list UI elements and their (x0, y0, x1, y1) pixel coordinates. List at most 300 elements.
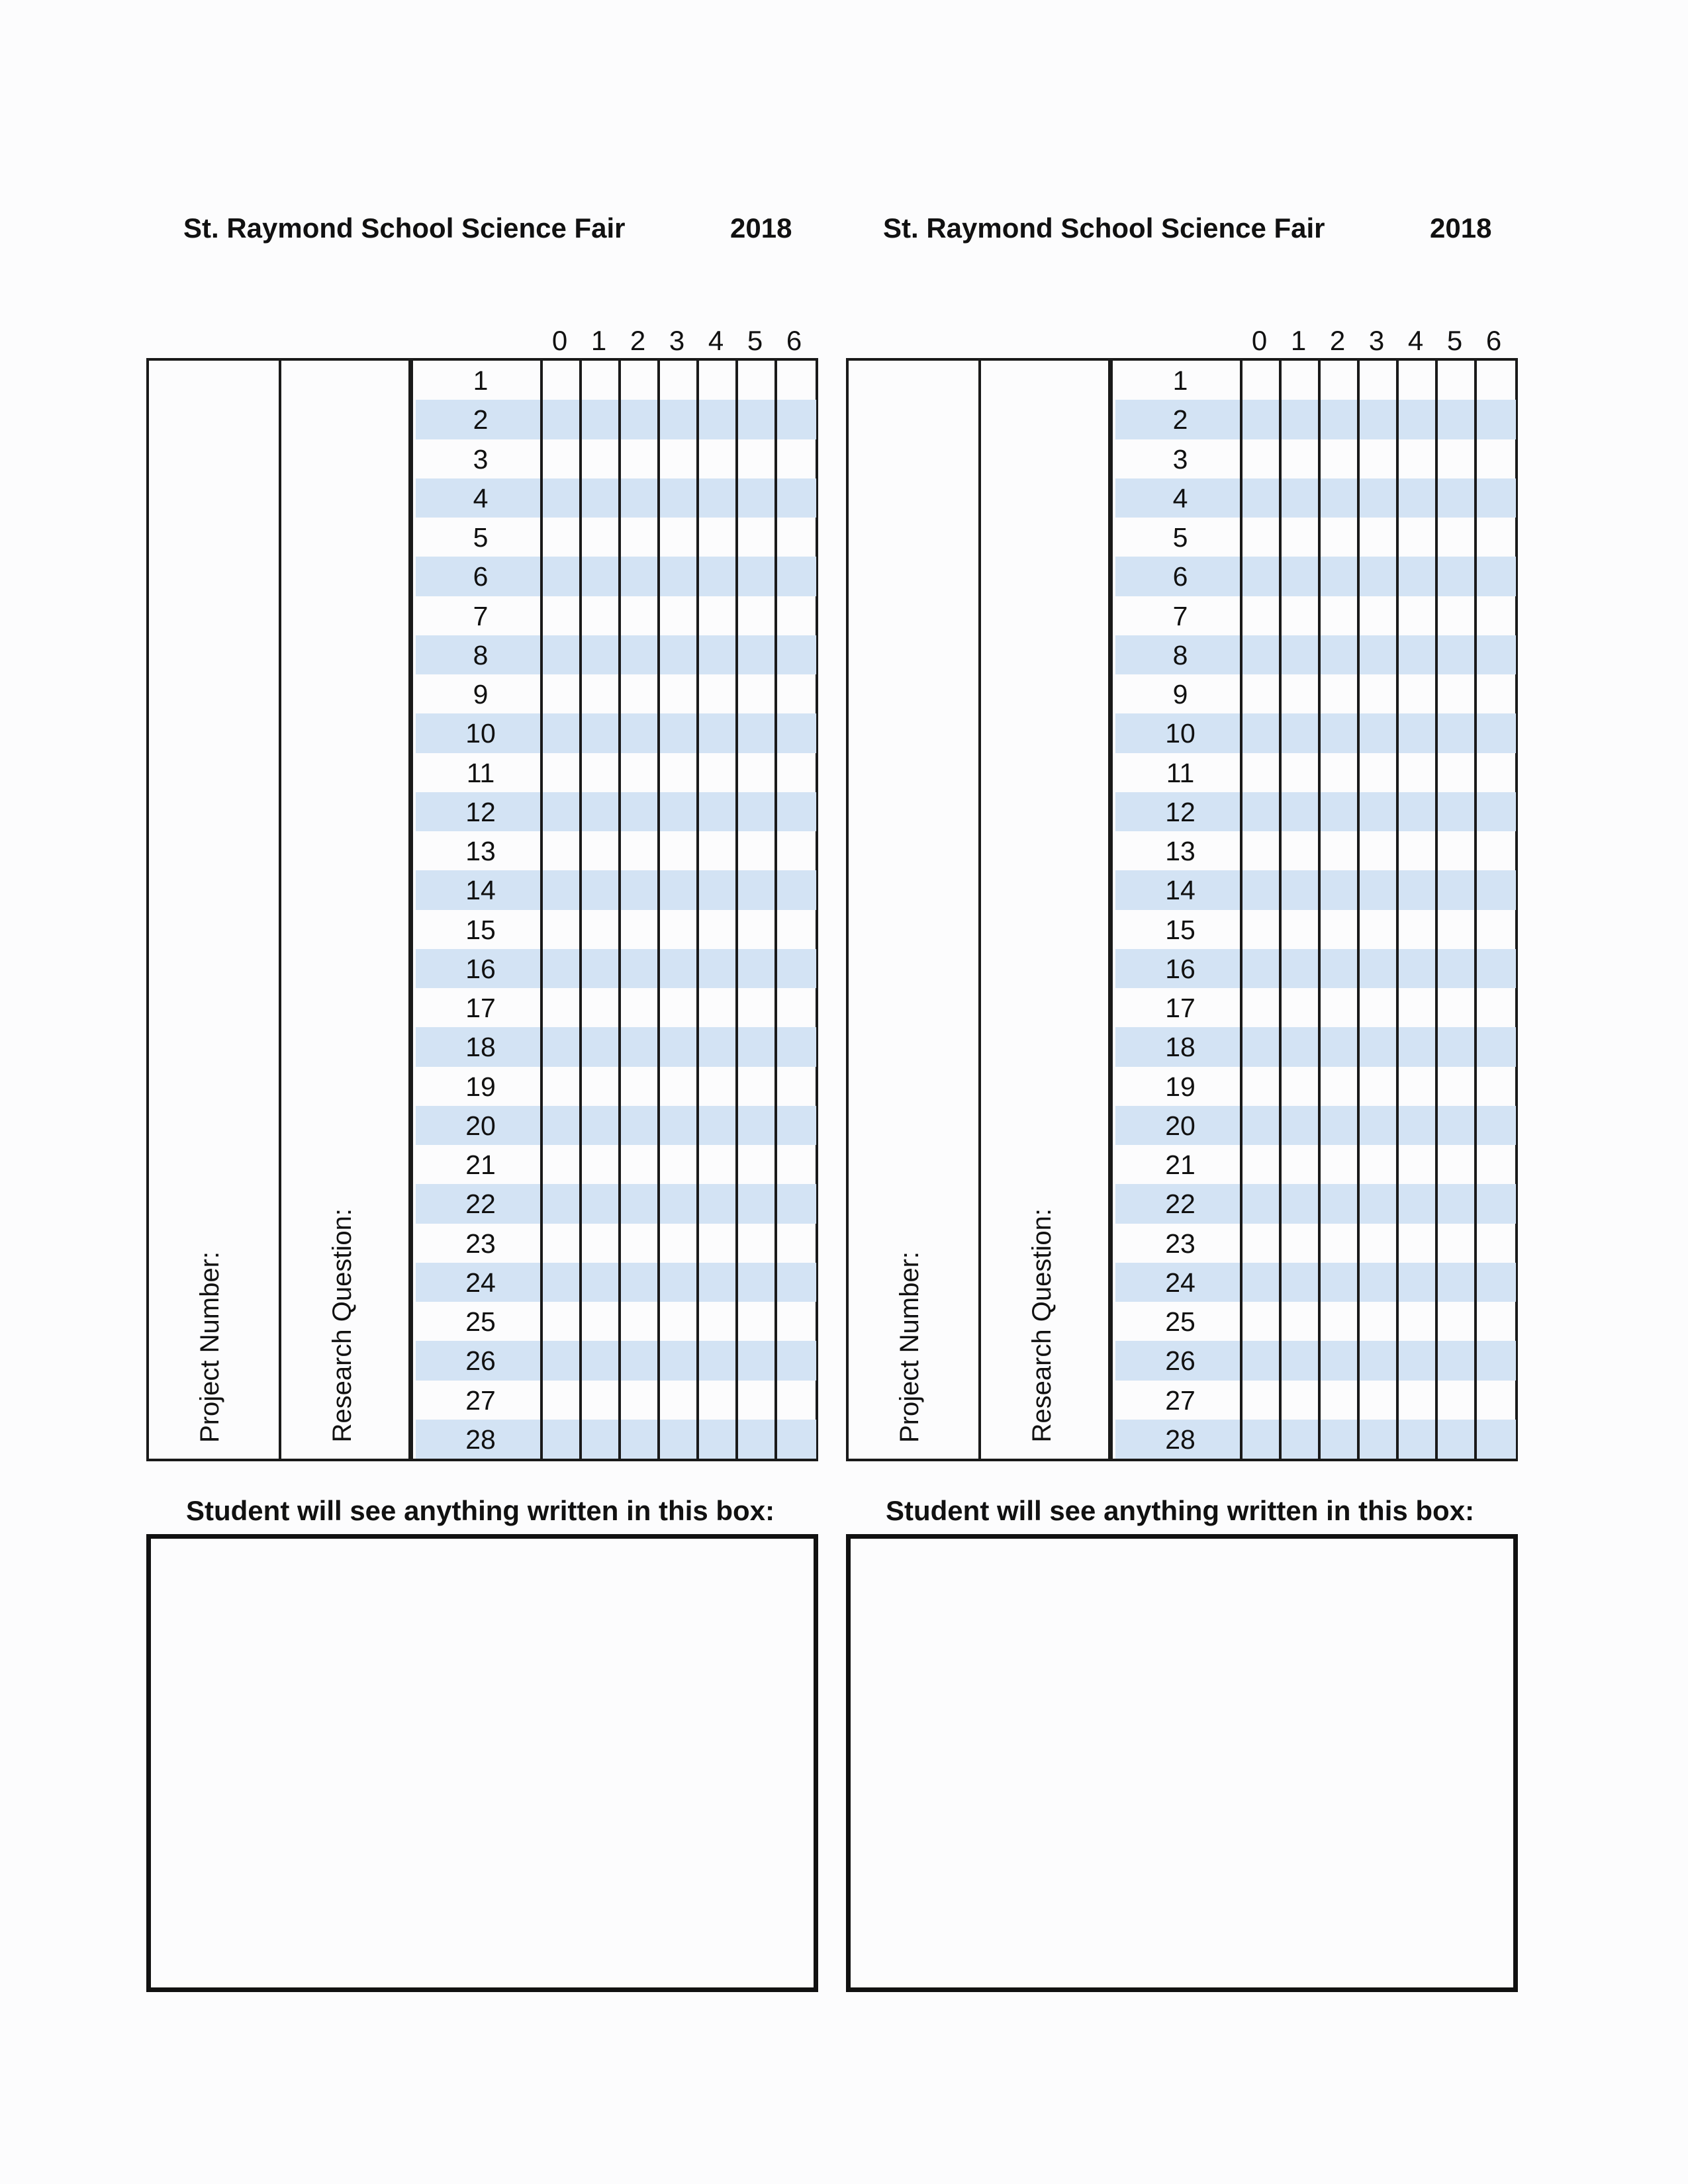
score-cell[interactable] (738, 831, 777, 870)
score-cell[interactable] (543, 1027, 582, 1066)
score-cell[interactable] (621, 910, 660, 949)
score-cell[interactable] (1438, 478, 1477, 518)
score-cell[interactable] (1360, 1420, 1399, 1459)
score-cell[interactable] (621, 1302, 660, 1341)
score-cell[interactable] (1360, 988, 1399, 1027)
score-cell[interactable] (1282, 792, 1321, 831)
score-cell[interactable] (1321, 949, 1360, 988)
score-cell[interactable] (1477, 792, 1516, 831)
score-cell[interactable] (582, 949, 621, 988)
score-cell[interactable] (1360, 792, 1399, 831)
score-cell[interactable] (1399, 635, 1438, 674)
score-cell[interactable] (1321, 1145, 1360, 1184)
score-cell[interactable] (1360, 910, 1399, 949)
score-cell[interactable] (1399, 557, 1438, 596)
score-cell[interactable] (699, 635, 738, 674)
score-cell[interactable] (1399, 1106, 1438, 1145)
score-cell[interactable] (1282, 635, 1321, 674)
score-cell[interactable] (1321, 518, 1360, 557)
score-cell[interactable] (1360, 1263, 1399, 1302)
score-cell[interactable] (582, 361, 621, 400)
score-cell[interactable] (1399, 1184, 1438, 1223)
score-cell[interactable] (1360, 518, 1399, 557)
score-cell[interactable] (738, 910, 777, 949)
score-cell[interactable] (660, 1420, 699, 1459)
score-cell[interactable] (543, 1145, 582, 1184)
score-cell[interactable] (1438, 1341, 1477, 1380)
score-cell[interactable] (738, 635, 777, 674)
score-cell[interactable] (1243, 1302, 1282, 1341)
score-cell[interactable] (543, 792, 582, 831)
score-cell[interactable] (1399, 1263, 1438, 1302)
score-cell[interactable] (1399, 870, 1438, 909)
score-cell[interactable] (1282, 1145, 1321, 1184)
score-cell[interactable] (660, 1341, 699, 1380)
score-cell[interactable] (621, 1224, 660, 1263)
score-cell[interactable] (543, 1302, 582, 1341)
score-cell[interactable] (738, 1341, 777, 1380)
score-cell[interactable] (1438, 1302, 1477, 1341)
score-cell[interactable] (621, 1145, 660, 1184)
score-cell[interactable] (738, 518, 777, 557)
score-cell[interactable] (621, 596, 660, 635)
score-cell[interactable] (1477, 596, 1516, 635)
score-cell[interactable] (582, 792, 621, 831)
score-cell[interactable] (777, 439, 816, 478)
score-cell[interactable] (1321, 1302, 1360, 1341)
score-cell[interactable] (1243, 361, 1282, 400)
score-cell[interactable] (1282, 870, 1321, 909)
score-cell[interactable] (1321, 1263, 1360, 1302)
score-cell[interactable] (1243, 1106, 1282, 1145)
score-cell[interactable] (621, 400, 660, 439)
score-cell[interactable] (699, 1302, 738, 1341)
score-cell[interactable] (660, 635, 699, 674)
score-cell[interactable] (660, 518, 699, 557)
score-cell[interactable] (660, 988, 699, 1027)
score-cell[interactable] (1477, 1184, 1516, 1223)
score-cell[interactable] (1243, 1381, 1282, 1420)
score-cell[interactable] (1243, 1420, 1282, 1459)
score-cell[interactable] (1477, 518, 1516, 557)
score-cell[interactable] (1399, 792, 1438, 831)
score-cell[interactable] (660, 557, 699, 596)
score-cell[interactable] (1438, 635, 1477, 674)
score-cell[interactable] (1477, 870, 1516, 909)
score-cell[interactable] (1243, 713, 1282, 752)
score-cell[interactable] (1438, 713, 1477, 752)
score-cell[interactable] (1477, 361, 1516, 400)
score-cell[interactable] (621, 1263, 660, 1302)
score-cell[interactable] (777, 792, 816, 831)
score-cell[interactable] (738, 1145, 777, 1184)
score-cell[interactable] (1321, 1027, 1360, 1066)
score-cell[interactable] (1321, 1381, 1360, 1420)
score-cell[interactable] (1438, 674, 1477, 713)
score-cell[interactable] (777, 910, 816, 949)
score-cell[interactable] (1399, 674, 1438, 713)
score-cell[interactable] (1282, 753, 1321, 792)
score-cell[interactable] (699, 792, 738, 831)
score-cell[interactable] (543, 870, 582, 909)
score-cell[interactable] (1321, 478, 1360, 518)
score-cell[interactable] (1321, 674, 1360, 713)
score-cell[interactable] (777, 753, 816, 792)
score-cell[interactable] (1438, 518, 1477, 557)
score-cell[interactable] (738, 1381, 777, 1420)
score-cell[interactable] (543, 949, 582, 988)
score-cell[interactable] (582, 988, 621, 1027)
score-cell[interactable] (1321, 831, 1360, 870)
score-cell[interactable] (543, 635, 582, 674)
score-cell[interactable] (699, 713, 738, 752)
score-cell[interactable] (1321, 753, 1360, 792)
score-cell[interactable] (543, 1106, 582, 1145)
score-cell[interactable] (1243, 910, 1282, 949)
score-cell[interactable] (1321, 1224, 1360, 1263)
score-cell[interactable] (660, 1263, 699, 1302)
score-cell[interactable] (1360, 713, 1399, 752)
score-cell[interactable] (582, 1263, 621, 1302)
score-cell[interactable] (699, 674, 738, 713)
score-cell[interactable] (777, 1145, 816, 1184)
score-cell[interactable] (1438, 557, 1477, 596)
score-cell[interactable] (621, 1381, 660, 1420)
score-cell[interactable] (621, 1027, 660, 1066)
score-cell[interactable] (543, 1184, 582, 1223)
score-cell[interactable] (738, 557, 777, 596)
score-cell[interactable] (1438, 988, 1477, 1027)
score-cell[interactable] (543, 910, 582, 949)
score-cell[interactable] (582, 1420, 621, 1459)
score-cell[interactable] (1477, 988, 1516, 1027)
score-cell[interactable] (1360, 1027, 1399, 1066)
score-cell[interactable] (582, 1027, 621, 1066)
score-cell[interactable] (1438, 1067, 1477, 1106)
score-cell[interactable] (543, 1341, 582, 1380)
score-cell[interactable] (1321, 439, 1360, 478)
score-cell[interactable] (1360, 635, 1399, 674)
score-cell[interactable] (582, 400, 621, 439)
score-cell[interactable] (1360, 1067, 1399, 1106)
score-cell[interactable] (777, 674, 816, 713)
score-cell[interactable] (543, 674, 582, 713)
score-cell[interactable] (1243, 635, 1282, 674)
score-cell[interactable] (1282, 1106, 1321, 1145)
score-cell[interactable] (1438, 361, 1477, 400)
score-cell[interactable] (777, 400, 816, 439)
score-cell[interactable] (1438, 596, 1477, 635)
score-cell[interactable] (543, 596, 582, 635)
score-cell[interactable] (699, 988, 738, 1027)
score-cell[interactable] (1360, 1381, 1399, 1420)
score-cell[interactable] (1477, 1106, 1516, 1145)
score-cell[interactable] (1243, 831, 1282, 870)
score-cell[interactable] (621, 870, 660, 909)
score-cell[interactable] (582, 753, 621, 792)
score-cell[interactable] (1399, 1381, 1438, 1420)
score-cell[interactable] (1477, 439, 1516, 478)
score-cell[interactable] (699, 400, 738, 439)
score-cell[interactable] (738, 1184, 777, 1223)
score-cell[interactable] (543, 439, 582, 478)
score-cell[interactable] (1360, 557, 1399, 596)
score-cell[interactable] (699, 1184, 738, 1223)
score-cell[interactable] (1438, 1106, 1477, 1145)
score-cell[interactable] (699, 949, 738, 988)
score-cell[interactable] (777, 870, 816, 909)
score-cell[interactable] (660, 910, 699, 949)
score-cell[interactable] (582, 596, 621, 635)
score-cell[interactable] (1477, 713, 1516, 752)
score-cell[interactable] (1360, 1224, 1399, 1263)
score-cell[interactable] (582, 674, 621, 713)
score-cell[interactable] (1243, 988, 1282, 1027)
score-cell[interactable] (1477, 478, 1516, 518)
score-cell[interactable] (699, 831, 738, 870)
score-cell[interactable] (1243, 1145, 1282, 1184)
score-cell[interactable] (699, 1145, 738, 1184)
score-cell[interactable] (777, 1302, 816, 1341)
score-cell[interactable] (621, 1106, 660, 1145)
score-cell[interactable] (621, 792, 660, 831)
score-cell[interactable] (660, 674, 699, 713)
score-cell[interactable] (738, 1027, 777, 1066)
score-cell[interactable] (777, 478, 816, 518)
score-cell[interactable] (621, 1067, 660, 1106)
score-cell[interactable] (699, 870, 738, 909)
score-cell[interactable] (543, 988, 582, 1027)
score-cell[interactable] (777, 596, 816, 635)
score-cell[interactable] (777, 1184, 816, 1223)
score-cell[interactable] (582, 1067, 621, 1106)
score-cell[interactable] (777, 713, 816, 752)
score-cell[interactable] (1438, 792, 1477, 831)
score-cell[interactable] (660, 1027, 699, 1066)
score-cell[interactable] (543, 557, 582, 596)
score-cell[interactable] (738, 361, 777, 400)
score-cell[interactable] (1243, 674, 1282, 713)
score-cell[interactable] (1282, 1067, 1321, 1106)
score-cell[interactable] (621, 949, 660, 988)
score-cell[interactable] (1360, 1145, 1399, 1184)
score-cell[interactable] (699, 910, 738, 949)
score-cell[interactable] (1399, 910, 1438, 949)
score-cell[interactable] (582, 518, 621, 557)
score-cell[interactable] (738, 988, 777, 1027)
score-cell[interactable] (777, 1341, 816, 1380)
score-cell[interactable] (1321, 1106, 1360, 1145)
score-cell[interactable] (699, 1381, 738, 1420)
score-cell[interactable] (1438, 1145, 1477, 1184)
comment-box[interactable] (146, 1534, 818, 1992)
score-cell[interactable] (1360, 1106, 1399, 1145)
score-cell[interactable] (1243, 557, 1282, 596)
score-cell[interactable] (1282, 1027, 1321, 1066)
score-cell[interactable] (1282, 831, 1321, 870)
score-cell[interactable] (1399, 1224, 1438, 1263)
score-cell[interactable] (738, 400, 777, 439)
score-cell[interactable] (699, 753, 738, 792)
score-cell[interactable] (1321, 988, 1360, 1027)
score-cell[interactable] (543, 361, 582, 400)
score-cell[interactable] (1321, 870, 1360, 909)
score-cell[interactable] (660, 792, 699, 831)
score-cell[interactable] (582, 635, 621, 674)
score-cell[interactable] (1438, 753, 1477, 792)
score-cell[interactable] (1438, 831, 1477, 870)
score-cell[interactable] (1438, 1224, 1477, 1263)
score-cell[interactable] (543, 713, 582, 752)
score-cell[interactable] (1438, 1184, 1477, 1223)
score-cell[interactable] (660, 1145, 699, 1184)
score-cell[interactable] (1438, 1420, 1477, 1459)
score-cell[interactable] (660, 1381, 699, 1420)
score-cell[interactable] (1399, 518, 1438, 557)
score-cell[interactable] (621, 831, 660, 870)
score-cell[interactable] (1477, 1302, 1516, 1341)
score-cell[interactable] (543, 1420, 582, 1459)
score-cell[interactable] (1243, 1263, 1282, 1302)
score-cell[interactable] (543, 1224, 582, 1263)
score-cell[interactable] (738, 1106, 777, 1145)
score-cell[interactable] (543, 518, 582, 557)
score-cell[interactable] (1399, 400, 1438, 439)
score-cell[interactable] (1399, 361, 1438, 400)
score-cell[interactable] (738, 596, 777, 635)
score-cell[interactable] (582, 1184, 621, 1223)
score-cell[interactable] (1321, 713, 1360, 752)
score-cell[interactable] (543, 753, 582, 792)
score-cell[interactable] (1360, 596, 1399, 635)
score-cell[interactable] (1477, 831, 1516, 870)
score-cell[interactable] (1438, 1263, 1477, 1302)
score-cell[interactable] (1243, 870, 1282, 909)
score-cell[interactable] (621, 478, 660, 518)
score-cell[interactable] (582, 1224, 621, 1263)
score-cell[interactable] (660, 1067, 699, 1106)
score-cell[interactable] (1282, 910, 1321, 949)
score-cell[interactable] (621, 1184, 660, 1223)
score-cell[interactable] (738, 478, 777, 518)
score-cell[interactable] (777, 949, 816, 988)
score-cell[interactable] (1321, 1184, 1360, 1223)
score-cell[interactable] (777, 1420, 816, 1459)
score-cell[interactable] (1282, 713, 1321, 752)
score-cell[interactable] (660, 361, 699, 400)
score-cell[interactable] (738, 1263, 777, 1302)
score-cell[interactable] (621, 674, 660, 713)
score-cell[interactable] (738, 1067, 777, 1106)
score-cell[interactable] (1360, 831, 1399, 870)
score-cell[interactable] (660, 596, 699, 635)
score-cell[interactable] (1399, 713, 1438, 752)
score-cell[interactable] (1438, 400, 1477, 439)
score-cell[interactable] (1243, 1224, 1282, 1263)
score-cell[interactable] (1360, 1184, 1399, 1223)
score-cell[interactable] (543, 1263, 582, 1302)
score-cell[interactable] (738, 870, 777, 909)
score-cell[interactable] (582, 478, 621, 518)
score-cell[interactable] (777, 988, 816, 1027)
score-cell[interactable] (777, 1224, 816, 1263)
score-cell[interactable] (582, 439, 621, 478)
score-cell[interactable] (777, 1067, 816, 1106)
score-cell[interactable] (621, 518, 660, 557)
score-cell[interactable] (1282, 988, 1321, 1027)
score-cell[interactable] (1438, 439, 1477, 478)
score-cell[interactable] (660, 478, 699, 518)
score-cell[interactable] (777, 1106, 816, 1145)
score-cell[interactable] (1282, 596, 1321, 635)
score-cell[interactable] (1321, 1067, 1360, 1106)
score-cell[interactable] (1438, 910, 1477, 949)
score-cell[interactable] (777, 1381, 816, 1420)
score-cell[interactable] (777, 1027, 816, 1066)
score-cell[interactable] (777, 557, 816, 596)
score-cell[interactable] (738, 439, 777, 478)
score-cell[interactable] (699, 1027, 738, 1066)
score-cell[interactable] (621, 753, 660, 792)
score-cell[interactable] (1243, 1027, 1282, 1066)
score-cell[interactable] (1399, 1067, 1438, 1106)
score-cell[interactable] (1399, 753, 1438, 792)
score-cell[interactable] (1321, 1420, 1360, 1459)
score-cell[interactable] (1399, 1302, 1438, 1341)
score-cell[interactable] (543, 400, 582, 439)
score-cell[interactable] (582, 831, 621, 870)
score-cell[interactable] (1477, 635, 1516, 674)
score-cell[interactable] (1399, 596, 1438, 635)
score-cell[interactable] (699, 361, 738, 400)
score-cell[interactable] (1282, 361, 1321, 400)
score-cell[interactable] (660, 713, 699, 752)
score-cell[interactable] (1477, 910, 1516, 949)
score-cell[interactable] (1282, 1302, 1321, 1341)
score-cell[interactable] (660, 439, 699, 478)
score-cell[interactable] (699, 596, 738, 635)
score-cell[interactable] (1282, 518, 1321, 557)
score-cell[interactable] (1282, 949, 1321, 988)
score-cell[interactable] (1282, 557, 1321, 596)
score-cell[interactable] (621, 439, 660, 478)
score-cell[interactable] (1399, 1341, 1438, 1380)
score-cell[interactable] (660, 1184, 699, 1223)
score-cell[interactable] (699, 478, 738, 518)
score-cell[interactable] (1438, 870, 1477, 909)
score-cell[interactable] (1477, 1224, 1516, 1263)
score-cell[interactable] (1282, 1263, 1321, 1302)
score-cell[interactable] (1243, 1341, 1282, 1380)
score-cell[interactable] (582, 557, 621, 596)
score-cell[interactable] (699, 1106, 738, 1145)
score-cell[interactable] (777, 635, 816, 674)
score-cell[interactable] (1399, 439, 1438, 478)
score-cell[interactable] (1360, 400, 1399, 439)
score-cell[interactable] (1321, 361, 1360, 400)
score-cell[interactable] (543, 831, 582, 870)
score-cell[interactable] (1282, 1381, 1321, 1420)
comment-box[interactable] (846, 1534, 1518, 1992)
score-cell[interactable] (1399, 988, 1438, 1027)
score-cell[interactable] (1360, 1341, 1399, 1380)
score-cell[interactable] (738, 949, 777, 988)
score-cell[interactable] (1360, 1302, 1399, 1341)
score-cell[interactable] (1399, 1027, 1438, 1066)
score-cell[interactable] (582, 1145, 621, 1184)
score-cell[interactable] (1477, 1145, 1516, 1184)
score-cell[interactable] (1477, 557, 1516, 596)
